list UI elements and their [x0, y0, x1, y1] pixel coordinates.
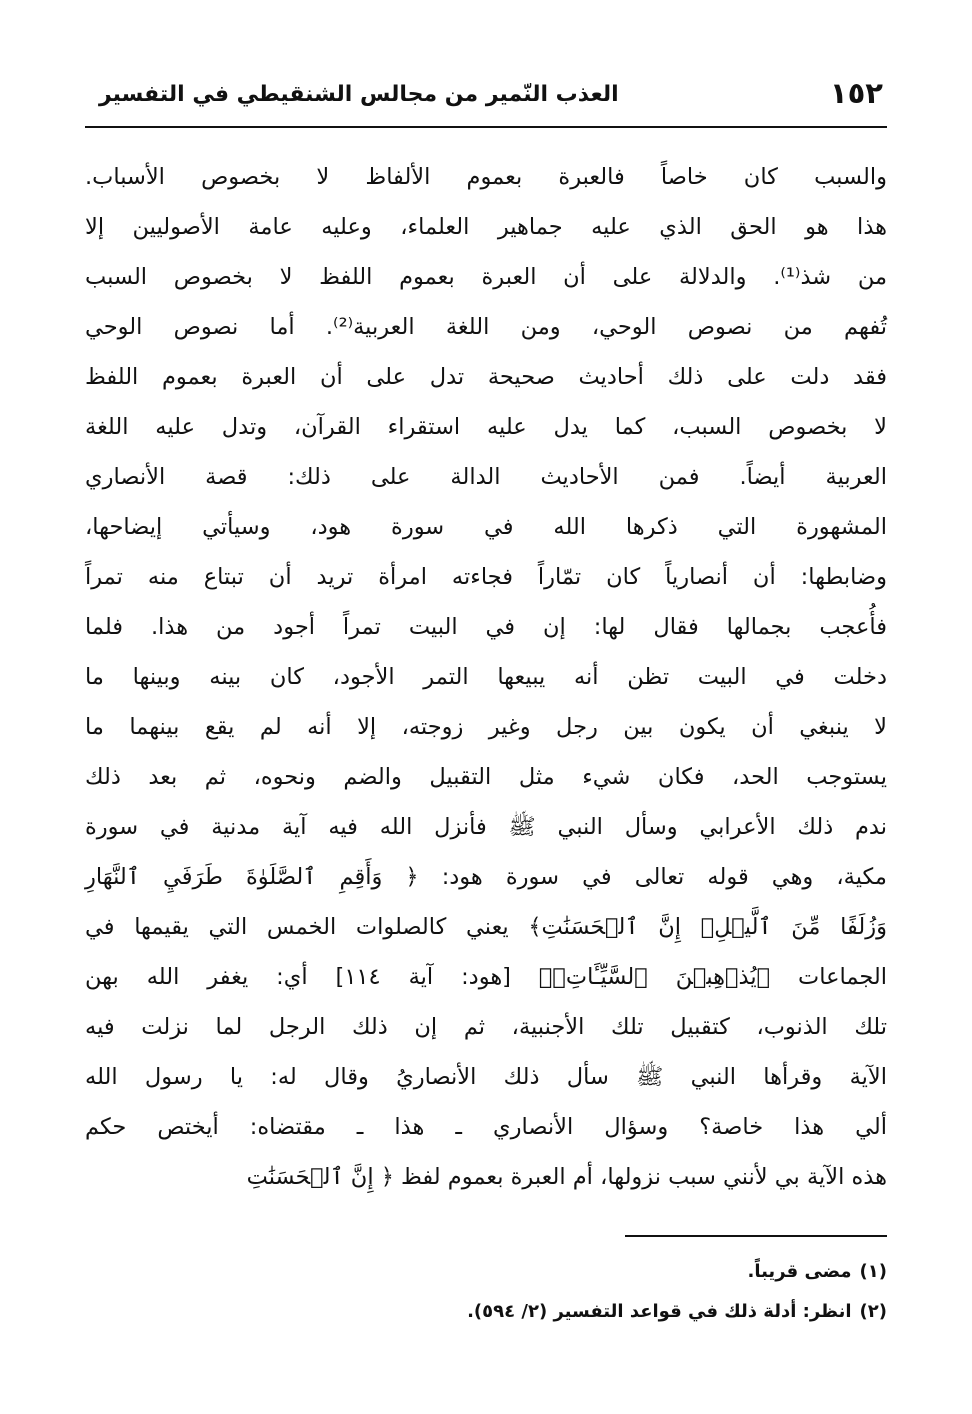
body-line: لا بخصوص السبب، كما يدل عليه استقراء القرآن، وتدل عليه اللغة: [85, 414, 887, 440]
body-text: [85, 152, 887, 1202]
body-line: وضابطها: أن أنصارياً كان تمّاراً فجاءته امرأة تريد أن تبتاع منه تمراً: [85, 564, 887, 590]
body-line: يستوجب الحد، فكان شيء مثل التقبيل والضم ونحوه، ثم بعد ذلك: [85, 764, 887, 790]
footnote-text: انظر: أدلة ذلك في قواعد التفسير (٢/ ٥٩٤).: [467, 1301, 852, 1322]
body-line: فأُعجب بجمالها فقال لها: إن في البيت تمراً أجود من هذا. فلما: [85, 614, 887, 640]
footnote-item: [85, 1292, 887, 1332]
footnote-text: مضى قريباً.: [747, 1261, 852, 1282]
page-number: ١٥٢: [829, 76, 883, 110]
body-line: ألي هذا خاصة؟ وسؤال الأنصاري ـ هذا ـ مقتضاه: أيختص حكم: [85, 1114, 887, 1140]
body-line: والسبب كان خاصاً فالعبرة بعموم الألفاظ لا بخصوص الأسباب.: [85, 164, 887, 190]
body-line: دخلت في البيت تظن أنه يبيعها التمر الأجود، كان بينه وبينها ما: [85, 664, 887, 690]
body-line: مكية، وهي قوله تعالى في سورة هود: ﴿ وَأَقِمِ ٱلصَّلَوٰةَ طَرَفَيِ ٱلنَّهَارِ: [85, 864, 887, 890]
body-line: هذا هو الحق الذي عليه جماهير العلماء، وعليه عامة الأصوليين إلا: [85, 214, 887, 240]
body-line: الجماعات ﴿يُذۡهِبۡنَ ٱلسَّيِّـَٔاتِۚ﴾ [هود: آية ١١٤] أي: يغفر الله بهن: [85, 964, 888, 990]
body-line: تلك الذنوب، كتقبيل تلك الأجنبية، ثم إن ذلك الرجل لما نزلت فيه: [85, 1014, 887, 1040]
body-line: هذه الآية بي لأنني سبب نزولها، أم العبرة بعموم لفظ ﴿ إِنَّ ٱلۡحَسَنَٰتِ: [246, 1164, 887, 1190]
footnote-marker: (١): [859, 1261, 887, 1282]
body-line: ندم ذلك الأعرابي وسأل النبي ﷺ فأنزل الله فيه آية مدنية في سورة: [85, 814, 887, 840]
body-line: تُفهم من نصوص الوحي، ومن اللغة العربية⁽²⁾. أما نصوص الوحي: [85, 314, 887, 340]
body-line: من شذ⁽¹⁾. والدلالة على أن العبرة بعموم اللفظ لا بخصوص السبب: [85, 264, 887, 290]
body-line: المشهورة التي ذكرها الله في سورة هود، وسيأتي إيضاحها،: [85, 514, 887, 540]
body-line: فقد دلت على ذلك أحاديث صحيحة تدل على أن العبرة بعموم اللفظ: [85, 364, 887, 390]
page-header: [85, 72, 887, 128]
footnote-separator: [625, 1235, 887, 1237]
body-line: وَزُلَفًا مِّنَ ٱلَّيۡلِۚ إِنَّ ٱلۡحَسَنَٰتِ﴾ يعني كالصلوات الخمس التي يقيمها في: [85, 914, 887, 940]
footnote-marker: (٢): [859, 1301, 887, 1322]
body-line: الآية وقرأها النبي ﷺ سأل ذلك الأنصاريُ وقال له: يا رسول الله: [85, 1064, 887, 1090]
body-line: لا ينبغي أن يكون بين رجل وغير زوجته، إلا أنه لم يقع بينهما ما: [85, 714, 887, 740]
body-line: العربية أيضاً. فمن الأحاديث الدالة على ذلك: قصة الأنصاري: [85, 464, 887, 490]
footnotes: [85, 1252, 887, 1332]
footnote-item: [85, 1252, 887, 1292]
running-title: العذب النّمير من مجالس الشنقيطي في التفسير: [99, 82, 619, 107]
header-rule: [85, 126, 887, 128]
